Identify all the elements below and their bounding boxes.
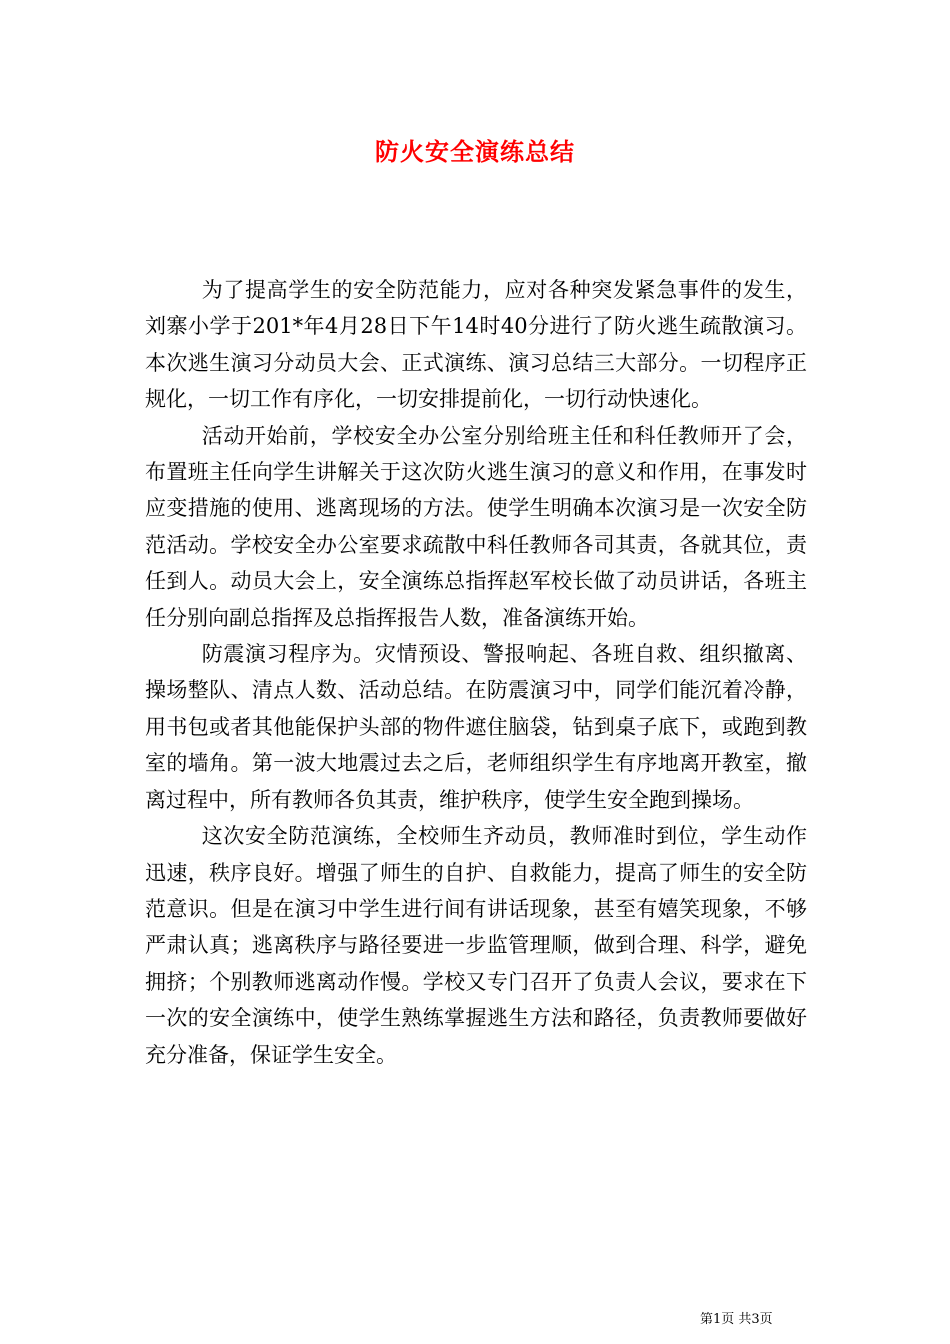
paragraph-4: 这次安全防范演练，全校师生齐动员，教师准时到位，学生动作迅速，秩序良好。增强了师生的自护、自救能力，提高了师生的安全防范意识。但是在演习中学生进行间有讲话现象，甚至有嬉笑现象，不够严肃认真；逃离秩序与路径要进一步监管理顺，做到合理、科学，避免拥挤；个别教师逃离动作慢。学校又专门召开了负责人会议，要求在下一次的安全演练中，使学生熟练掌握逃生方法和路径，负责教师要做好充分准备，保证学生安全。	[145, 824, 807, 1067]
paragraph-3: 防震演习程序为。灾情预设、警报响起、各班自救、组织撤离、操场整队、清点人数、活动总结。在防震演习中，同学们能沉着冷静，用书包或者其他能保护头部的物件遮住脑袋，钻到桌子底下，或跑到教室的墙角。第一波大地震过去之后，老师组织学生有序地离开教室，撤离过程中，所有教师各负其责，维护秩序，使学生安全跑到操场。	[145, 642, 807, 812]
paragraph-2: 活动开始前，学校安全办公室分别给班主任和科任教师开了会，布置班主任向学生讲解关于这次防火逃生演习的意义和作用，在事发时应变措施的使用、逃离现场的方法。使学生明确本次演习是一次安全防范活动。学校安全办公室要求疏散中科任教师各司其责，各就其位，责任到人。动员大会上，安全演练总指挥赵军校长做了动员讲话，各班主任分别向副总指挥及总指挥报告人数，准备演练开始。	[145, 423, 807, 630]
page-number-footer: 第1页 共3页	[700, 1312, 773, 1327]
document-body	[145, 272, 807, 1073]
paragraph-1: 为了提高学生的安全防范能力，应对各种突发紧急事件的发生，刘寨小学于201*年4月28日下午14时40分进行了防火逃生疏散演习。本次逃生演习分动员大会、正式演练、演习总结三大部分。一切程序正规化，一切工作有序化，一切安排提前化，一切行动快速化。	[145, 278, 807, 412]
document-title: 防火安全演练总结	[375, 137, 575, 166]
